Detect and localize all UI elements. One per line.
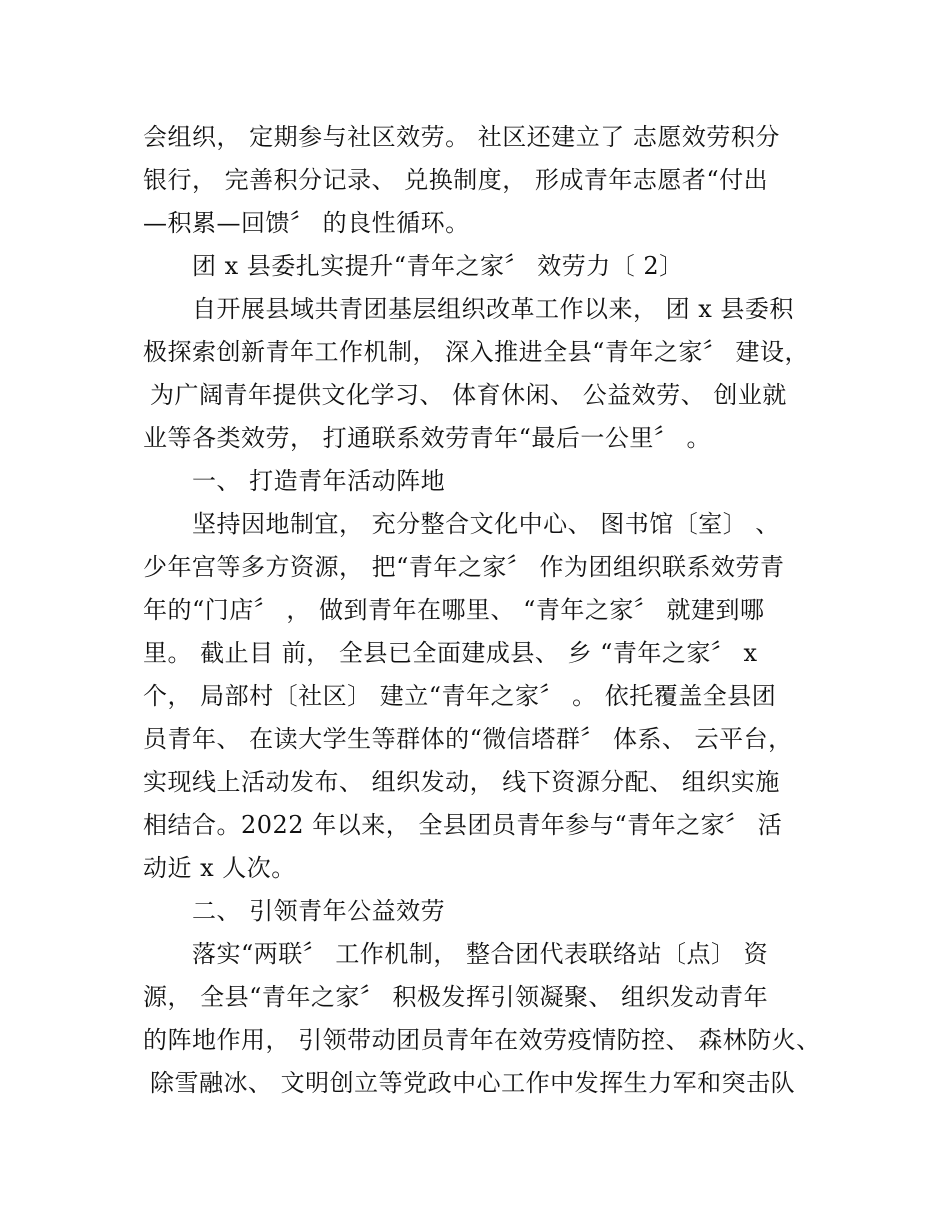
paragraph-line-1: 会组织， 定期参与社区效劳。 社区还建立了 志愿效劳积分 [143,123,780,151]
paragraph-line-15: 员青年、 在读大学生等群体的“微信塔群〞 体系、 云平台， [143,725,793,753]
section-title: 团 x 县委扎实提升“青年之家〞 效劳力〔 2〕 [192,252,684,280]
paragraph-line-23: 除雪融冰、 文明创立等党政中心工作中发挥生力军和突击队 [150,1069,796,1097]
heading-two: 二、 引领青年公益效劳 [192,897,446,925]
paragraph-line-5: 自开展县域共青团基层组织改革工作以来， 团 x 县委积 [192,295,794,323]
paragraph-line-17: 相结合。2022 年以来， 全县团员青年参与“青年之家〞 活 [143,811,783,839]
paragraph-line-2: 银行， 完善积分记录、 兑换制度， 形成青年志愿者“付出 [143,166,769,194]
paragraph-line-16: 实现线上活动发布、 组织发动， 线下资源分配、 组织实施 [143,768,780,796]
heading-one: 一、 打造青年活动阵地 [192,467,446,495]
paragraph-line-22: 的阵地作用， 引领带动团员青年在效劳疫情防控、 森林防火、 [143,1026,821,1054]
paragraph-line-14: 个， 局部村〔社区〕 建立“青年之家〞 。 依托覆盖全县团 [143,682,777,710]
paragraph-line-20: 落实“两联〞 工作机制， 整合团代表联络站〔点〕 资 [192,940,769,968]
paragraph-line-10: 坚持因地制宜， 充分整合文化中心、 图书馆〔室〕 、 [192,510,780,538]
paragraph-line-12: 年的“门店〞 ， 做到青年在哪里、 “青年之家〞 就建到哪 [143,596,765,624]
paragraph-line-8: 业等各类效劳， 打通联系效劳青年“最后一公里〞 。 [143,424,712,452]
paragraph-line-6: 极探索创新青年工作机制， 深入推进全县“青年之家〞 建设， [143,338,810,366]
paragraph-line-7: 为广阔青年提供文化学习、 体育休闲、 公益效劳、 创业就 [150,381,787,409]
paragraph-line-11: 少年宫等多方资源， 把“青年之家〞 作为团组织联系效劳青 [143,553,785,581]
paragraph-line-18: 动近 x 人次。 [143,854,296,882]
paragraph-line-21: 源， 全县“青年之家〞 积极发挥引领凝聚、 组织发动青年 [143,983,769,1011]
paragraph-line-13: 里。 截止目 前， 全县已全面建成县、 乡 “青年之家〞 x [143,639,758,667]
paragraph-line-3: —积累—回馈〞 的良性循环。 [143,209,470,237]
